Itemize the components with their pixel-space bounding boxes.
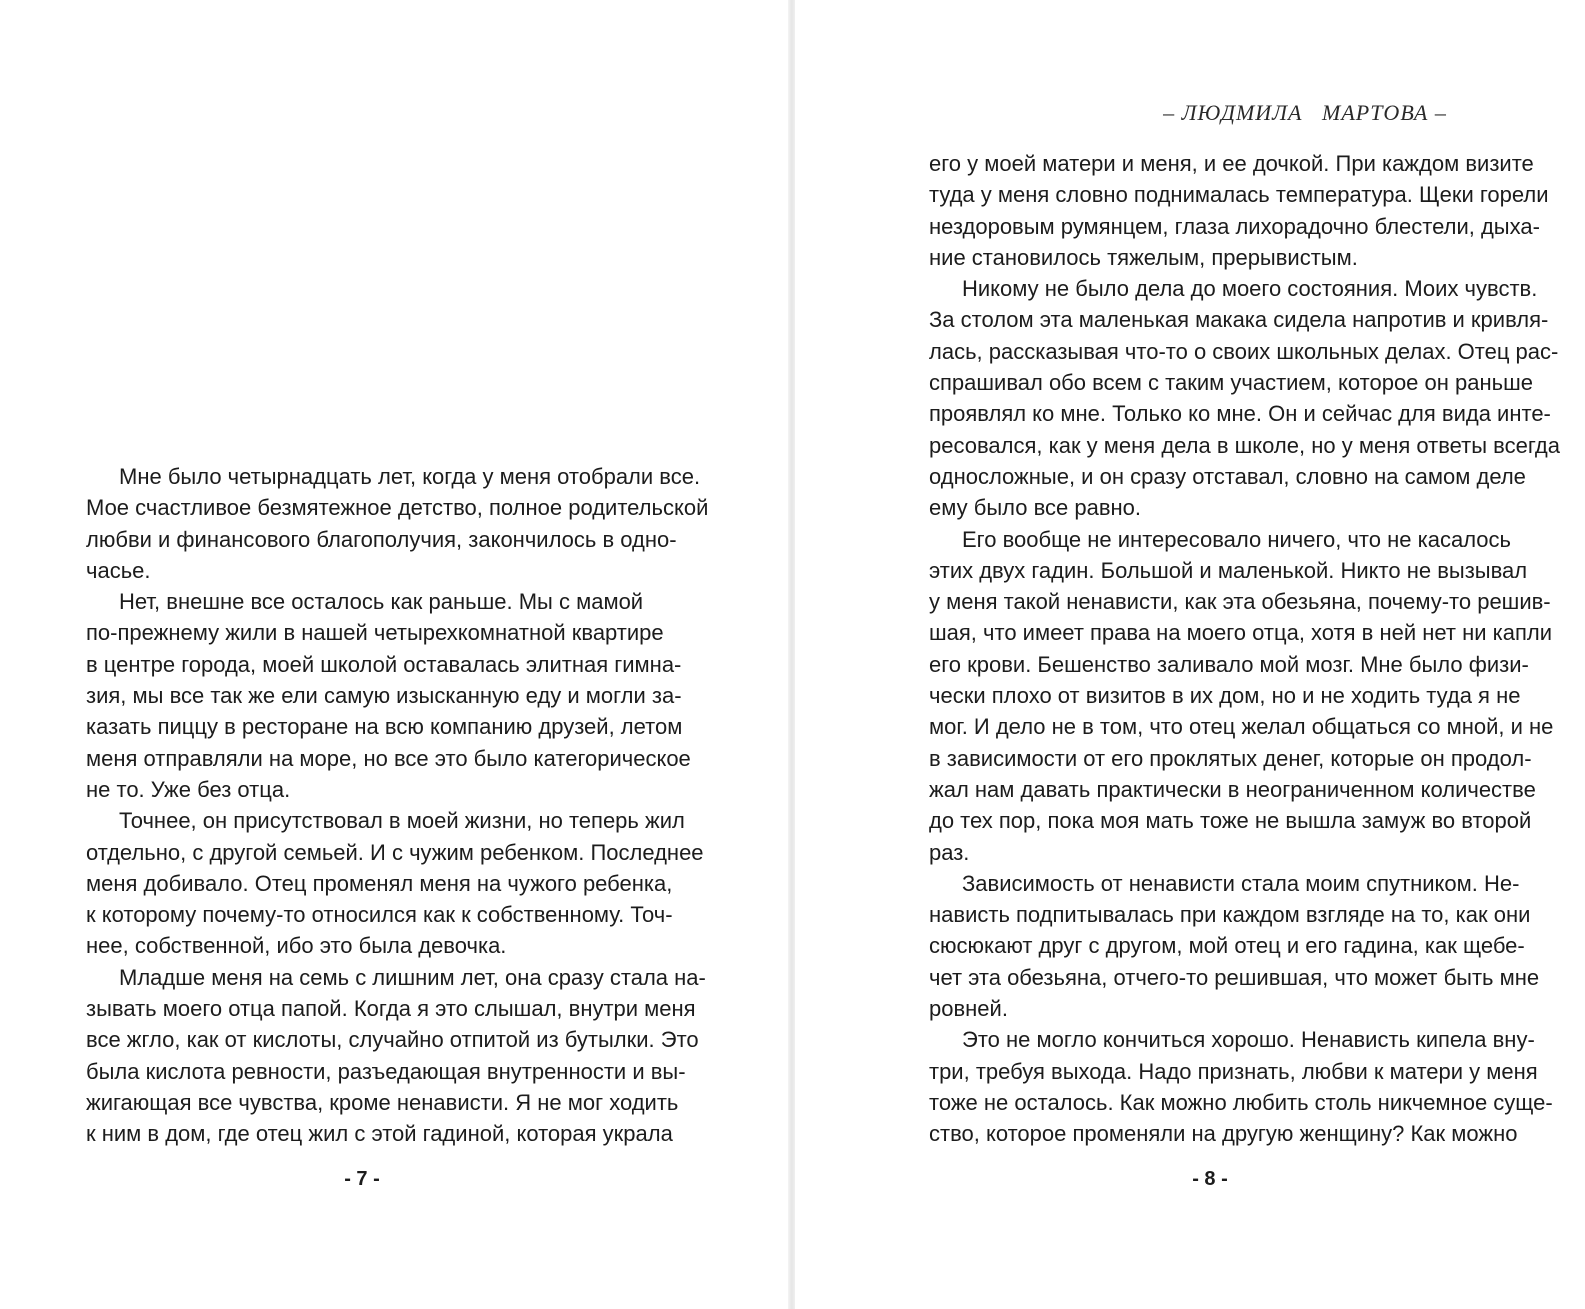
text-line: его у моей матери и меня, и ее дочкой. При каждом визите — [929, 151, 1534, 176]
left-page — [0, 0, 792, 1309]
text-line: Никому не было дела до моего состояния. Моих чувств. — [962, 276, 1538, 302]
text-line: казать пиццу в ресторане на всю компанию друзей, летом — [86, 714, 683, 740]
text-line: Точнее, он присутствовал в моей жизни, но теперь жил — [119, 808, 685, 834]
text-line: у меня такой ненависти, как эта обезьяна, почему-то решив- — [929, 589, 1551, 615]
text-line: Младше меня на семь с лишним лет, она сразу стала на- — [119, 964, 706, 990]
text-line: к которому почему-то относился как к собственному. Точ- — [86, 902, 673, 928]
text-line: отдельно, с другой семьей. И с чужим ребенком. Последнее — [86, 839, 704, 865]
text-line: односложные, и он сразу отставал, словно на самом деле — [929, 463, 1526, 489]
right-page — [795, 0, 1585, 1309]
left-page-body — [86, 461, 709, 1150]
text-line: по-прежнему жили в нашей четырехкомнатной квартире — [86, 620, 664, 646]
text-line: Нет, внешне все осталось как раньше. Мы с мамой — [119, 589, 644, 615]
text-line: его крови. Бешенство заливало мой мозг. Мне было физи- — [929, 651, 1529, 677]
text-line: ресовался, как у меня дела в школе, но у меня ответы всегда — [929, 432, 1560, 458]
text-line: ему было все равно. — [929, 495, 1142, 521]
text-line: туда у меня словно поднималась температура. Щеки горели — [929, 182, 1549, 208]
text-line: жал нам давать практически в неограниченном количестве — [929, 776, 1536, 802]
text-line: Его вообще не интересовало ничего, что не касалось — [962, 526, 1511, 552]
text-line: Мне было четырнадцать лет, когда у меня отобрали все. — [119, 464, 701, 489]
text-line: ровней. — [929, 996, 1008, 1022]
text-line: этих двух гадин. Большой и маленькой. Никто не вызывал — [929, 557, 1528, 583]
text-line: часье. — [86, 557, 151, 583]
text-line: любви и финансового благополучия, закончилось в одно- — [86, 526, 677, 552]
text-line: все жгло, как от кислоты, случайно отпитой из бутылки. Это — [86, 1027, 699, 1053]
text-line: к ним в дом, где отец жил с этой гадиной, которая украла — [86, 1121, 673, 1147]
text-line: мог. И дело не в том, что отец желал общаться со мной, и не — [929, 714, 1554, 740]
text-line: три, требуя выхода. Надо признать, любви к матери у меня — [929, 1058, 1538, 1084]
text-line: в центре города, моей школой оставалась элитная гимна- — [86, 651, 682, 677]
running-head: – ЛЮДМИЛА МАРТОВА – — [1163, 100, 1447, 125]
text-line: зывать моего отца папой. Когда я это слышал, внутри меня — [86, 996, 696, 1022]
page-number-left: - 7 - — [344, 1168, 380, 1190]
text-line: Это не могло кончиться хорошо. Ненависть кипела вну- — [962, 1027, 1535, 1053]
text-line: Зависимость от ненависти стала моим спутником. Не- — [962, 870, 1520, 896]
text-line: раз. — [929, 839, 970, 865]
text-line: проявлял ко мне. Только ко мне. Он и сейчас для вида инте- — [929, 401, 1551, 427]
text-line: Мое счастливое безмятежное детство, полное родительской — [86, 495, 709, 521]
text-line: была кислота ревности, разъедающая внутренности и вы- — [86, 1058, 686, 1084]
text-line: не то. Уже без отца. — [86, 776, 291, 802]
text-line: жигающая все чувства, кроме ненависти. Я не мог ходить — [86, 1089, 679, 1115]
text-line: тоже не осталось. Как можно любить столь никчемное суще- — [929, 1089, 1553, 1115]
text-line: до тех пор, пока моя мать тоже не вышла замуж во второй — [929, 808, 1532, 834]
text-line: За столом эта маленькая макака сидела напротив и кривля- — [929, 307, 1549, 333]
page-number-right: - 8 - — [1192, 1168, 1228, 1190]
text-line: нее, собственной, ибо это была девочка. — [86, 933, 507, 959]
right-page-body — [929, 148, 1560, 1150]
text-line: шая, что имеет права на моего отца, хотя в ней нет ни капли — [929, 620, 1553, 646]
text-line: меня добивало. Отец променял меня на чужого ребенка, — [86, 870, 673, 896]
text-line: спрашивал обо всем с таким участием, которое он раньше — [929, 370, 1533, 396]
text-line: чески плохо от визитов в их дом, но и не ходить туда я не — [929, 683, 1521, 709]
text-line: ство, которое променяли на другую женщину? Как можно — [929, 1121, 1518, 1147]
text-line: нависть подпитывалась при каждом взгляде на то, как они — [929, 902, 1531, 928]
text-line: в зависимости от его проклятых денег, которые он продол- — [929, 745, 1532, 771]
text-line: нездоровым румянцем, глаза лихорадочно блестели, дыха- — [929, 213, 1540, 239]
text-line: ние становилось тяжелым, прерывистым. — [929, 244, 1358, 270]
text-line: сюсюкают друг с другом, мой отец и его гадина, как щебе- — [929, 933, 1525, 959]
text-line: зия, мы все так же ели самую изысканную еду и могли за- — [86, 683, 682, 709]
text-line: чет эта обезьяна, отчего-то решившая, что может быть мне — [929, 964, 1540, 990]
text-line: лась, рассказывая что-то о своих школьных делах. Отец рас- — [929, 338, 1559, 364]
text-line: меня отправляли на море, но все это было категорическое — [86, 745, 691, 771]
